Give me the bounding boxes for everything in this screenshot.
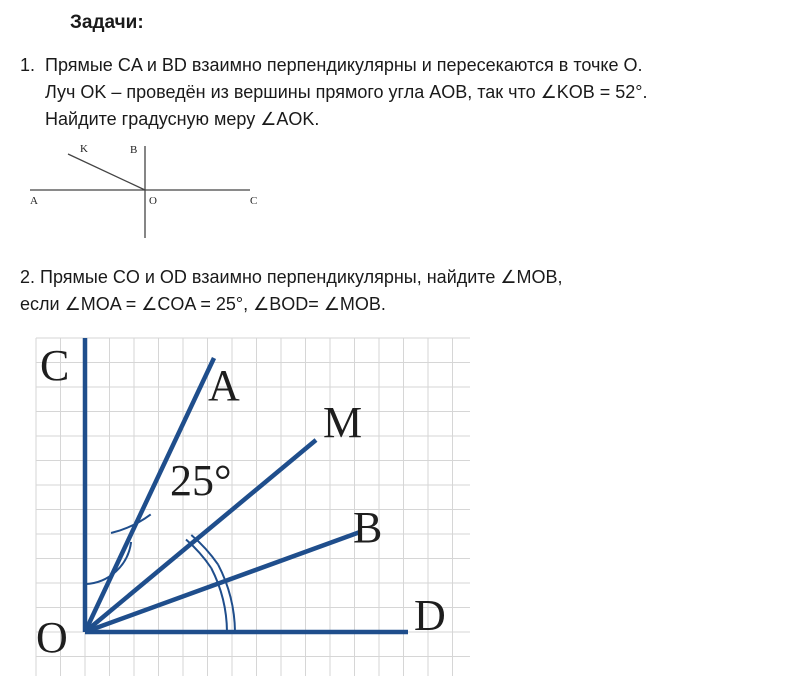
problem-1-line-1: Прямые CA и BD взаимно перпендикулярны и пересекаются в точке O. <box>45 55 643 75</box>
label-D: D <box>414 591 446 640</box>
label-O: O <box>36 613 68 662</box>
problem-1-line-2: Луч OK – проведён из вершины прямого угла AOB, так что ∠KOB = 52°. <box>45 82 648 102</box>
problem-1-number: 1. <box>20 55 36 75</box>
problem-2 <box>20 264 780 318</box>
problem-2-line-1: 2. Прямые CO и OD взаимно перпендикулярны, найдите ∠MOB, <box>20 267 563 287</box>
ray-OK <box>68 154 145 190</box>
label-M: M <box>323 398 363 447</box>
tasks-heading: Задачи: <box>70 12 144 33</box>
label-C: C <box>250 195 258 207</box>
problem-1 <box>20 52 780 133</box>
label-O: O <box>149 195 157 207</box>
label-B: B <box>130 144 138 156</box>
angle-label-25: 25° <box>170 456 232 505</box>
label-K: K <box>80 143 88 155</box>
figure-1 <box>0 138 300 243</box>
figure-2 <box>20 330 470 678</box>
problem-2-line-2: если ∠MOA = ∠COA = 25°, ∠BOD= ∠MOB. <box>20 294 386 314</box>
label-A: A <box>30 195 38 207</box>
label-B: B <box>353 503 383 552</box>
label-A: A <box>208 361 240 410</box>
label-C: C <box>40 341 70 390</box>
problem-1-line-3: Найдите градусную меру ∠AOK. <box>45 109 320 129</box>
